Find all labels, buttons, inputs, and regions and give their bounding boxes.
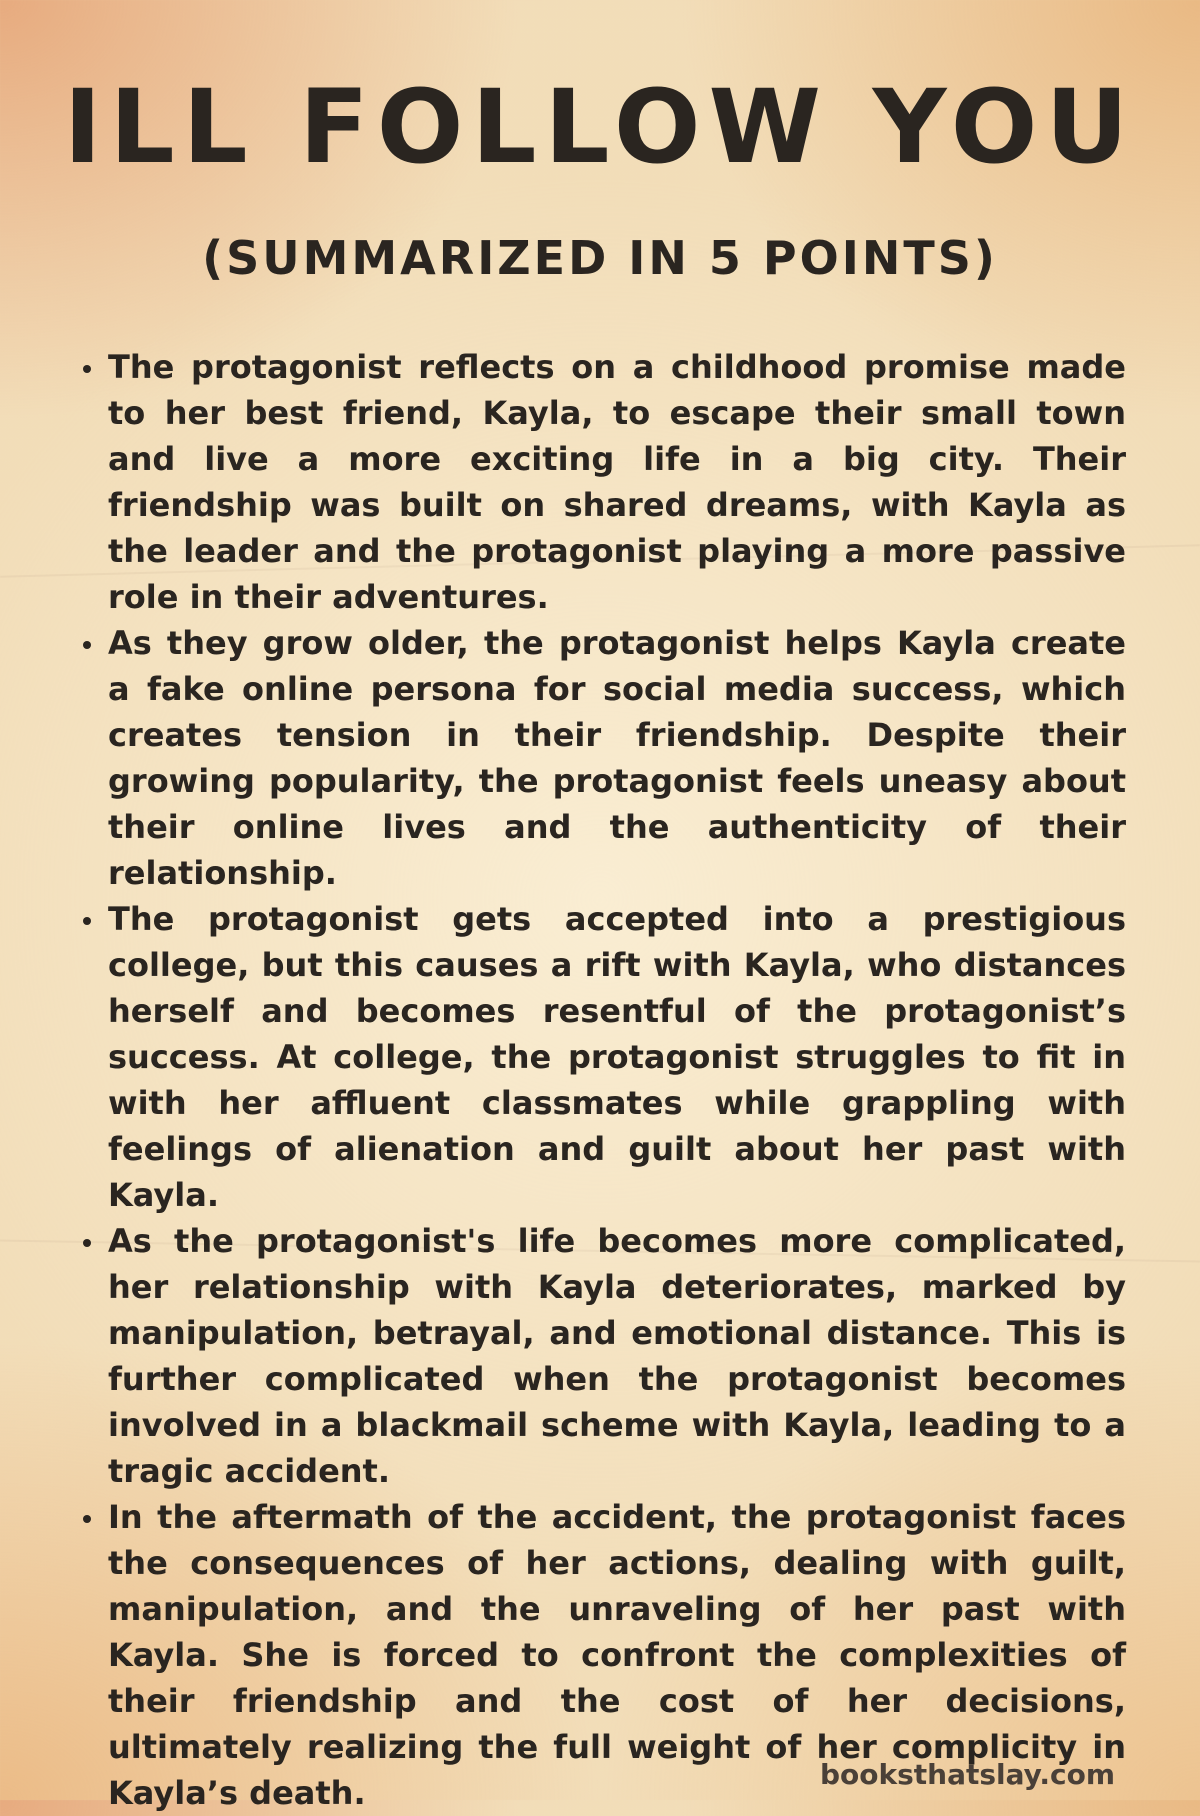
page-title: ILL FOLLOW YOU [63,68,1137,187]
summary-point-text: As the protagonist's life becomes more complicated, her relationship with Kayla deteriorates, marked by manipulation, betrayal, and emotional distance. This is further complicated when the protagonist becomes involved in a blackmail scheme with Kayla, leading to a tragic accident. [108,1222,1126,1490]
summary-points-list [108,344,1126,1816]
summary-point-text: The protagonist reflects on a childhood promise made to her best friend, Kayla, to escape their small town and live a more exciting life in a big city. Their friendship was built on shared dreams, with Kayla as the leader and the protagonist playing a more passive role in their adventures. [108,348,1126,616]
site-credit[interactable]: booksthatslay.com [819,1758,1115,1791]
page-subtitle: (SUMMARIZED IN 5 POINTS) [202,231,998,285]
bullet-dot [83,365,91,373]
summary-point-text: The protagonist gets accepted into a prestigious college, but this causes a rift with Kayla, who distances herself and becomes resentful of the protagonist’s success. At college, the protagonist struggles to fit in with her affluent classmates while grappling with feelings of alienation and guilt about her past with Kayla. [108,900,1126,1214]
summary-point-text: In the aftermath of the accident, the protagonist faces the consequences of her actions, dealing with guilt, manipulation, and the unraveling of her past with Kayla. She is forced to confront the complexities of their friendship and the cost of her decisions, ultimately realizing the full weight of her complicity in Kayla’s death. [108,1498,1126,1812]
bullet-dot [83,641,91,649]
bullet-dot [83,917,91,925]
summary-point-2 [108,620,1126,896]
summary-point-3 [108,896,1126,1218]
summary-point-1 [108,344,1126,620]
summary-point-4 [108,1218,1126,1494]
bullet-dot [83,1239,91,1247]
summary-point-text: As they grow older, the protagonist helps Kayla create a fake online persona for social media success, which creates tension in their friendship. Despite their growing popularity, the protagonist feels uneasy about their online lives and the authenticity of their relationship. [108,624,1126,892]
bullet-dot [83,1515,91,1523]
